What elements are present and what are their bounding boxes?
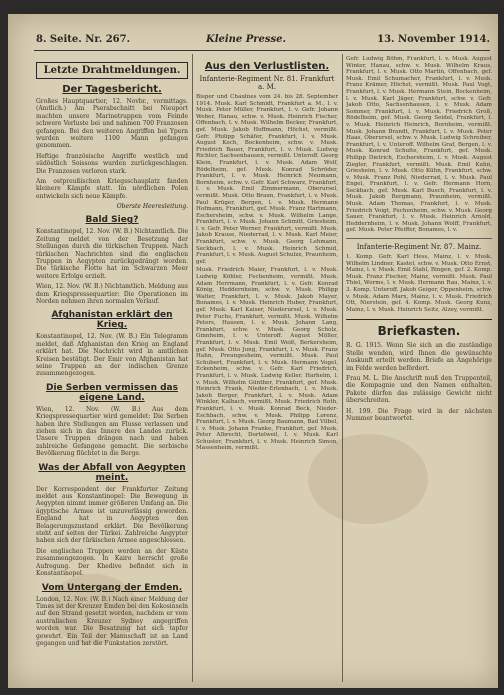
article-heading: Bald Sieg? <box>85 215 139 226</box>
page-number: 8. Seite. Nr. 267. <box>36 34 131 45</box>
section-box-title: Letzte Drahtmeldungen. <box>36 62 188 79</box>
newspaper-title: Kleine Presse. <box>206 34 287 45</box>
column-telegrams <box>36 56 188 682</box>
article-text: Wien, 12. Nov. (W. B.) Aus dem Kriegspressequartier wird gemeldet: Die Serben haben ihre Stellungen am Flusse verlassen und ziehen sich in das Innere des Landes zurück. Unsere Truppen drängen nach und haben zahlreiche Gefangene gemacht. Die serbische Bevölkerung flüchtet in die Berge. <box>36 405 188 458</box>
section-heading: Aus den Verlustlisten. <box>204 61 330 72</box>
column-divider <box>342 54 343 682</box>
letterbox-text: Frau M. L. Die Anschrift muß den Truppenteil, die Kompagnie und den Namen enthalten. Pakete dürfen das zulässige Gewicht nicht überschreiten. <box>346 375 492 405</box>
casualty-list: 1. Komp. Gefr. Karl Hess, Mainz, l. v. Musk. Wilhelm Lindner, Kastel, schw. v. Musk. Otto Ernst, Mainz, l. v. Musk. Emil Stahl, Bingen, gef. 2. Komp. Musk. Franz Fischer, Mainz, vermißt. Musk. Paul Thiel, Worms, l. v. Musk. Hermann Rau, Mainz, l. v. 3. Komp. Unteroff. Jakob Geiger, Oppenheim, schw. v. Musk. Adam Marx, Mainz, l. v. Musk. Friedrich Ott, Nierstein, gef. 4. Komp. Musk. Georg Kunz, Mainz, l. v. Musk. Heinrich Seitz, Alzey, vermißt. <box>346 254 492 313</box>
article-heading: Afghanistan erklärt den Krieg. <box>51 310 173 331</box>
column-casualty-lists <box>196 56 338 682</box>
casualty-list: Bisper und Chaulnes vom 24. bis 28. September 1914. Musk. Karl Schmidt, Frankfurt a. M., l. v. Musk. Peter Müller, Frankfurt, l. v. Gefr. Johann Weber, Hanau, schw. v. Musk. Heinrich Fischer, Offenbach, l. v. Musk. Wilhelm Becker, Frankfurt, gef. Musk. Jakob Hoffmann, Höchst, vermißt. Gefr. Philipp Schäfer, Frankfurt, l. v. Musk. August Koch, Bockenheim, schw. v. Musk. Friedrich Bauer, Frankfurt, l. v. Musk. Ludwig Richter, Sachsenhausen, vermißt. Unteroff. Georg Klein, Frankfurt, l. v. Musk. Adam Wolf, Rödelheim, gef. Musk. Konrad Schröder, Frankfurt, l. v. Musk. Heinrich Neumann, Bornheim, schw. v. Gefr. Karl Schwarz, Frankfurt, l. v. Musk. Emil Zimmermann, Oberursel, vermißt. Musk. Otto Braun, Frankfurt, l. v. Musk. Paul Krüger, Bergen, l. v. Musk. Hermann Hofmann, Frankfurt, gef. Musk. Franz Hartmann, Eschersheim, schw. v. Musk. Wilhelm Lange, Frankfurt, l. v. Musk. Johann Schmitt, Griesheim, l. v. Gefr. Peter Werner, Frankfurt, vermißt. Musk. Jakob Krause, Niederrad, l. v. Musk. Karl Meier, Frankfurt, schw. v. Musk. Georg Lehmann, Seckbach, l. v. Musk. Heinrich Schmid, Frankfurt, l. v. Musk. August Schulze, Praunheim, gef. <box>196 94 338 265</box>
regiment-subheading: Infanterie-Regiment Nr. 81. Frankfurt a. M. <box>199 75 335 91</box>
signature: Oberste Heeresleitung. <box>116 203 188 211</box>
issue-date: 13. November 1914. <box>377 34 490 45</box>
article-text: Am ostpreußischen Kriegsschauplatz fanden kleinere Kämpfe statt. Im nördlichen Polen entwickeln sich neue Kämpfe. <box>36 178 188 200</box>
article-text: Konstantinopel, 12. Nov. (W. B.) Ein Telegramm meldet, daß Afghanistan den Krieg an England erklärt hat. Die Nachricht wird in amtlichen Kreisen bestätigt. Der Emir von Afghanistan hat seine Truppen an der indischen Grenze zusammengezogen. <box>36 333 188 378</box>
article-heading: Die Serben vermissen das eigene Land. <box>45 382 178 403</box>
letterbox-heading: Briefkasten. <box>346 319 492 338</box>
article-text: Der Korrespondent der Frankfurter Zeitung meldet aus Konstantinopel: Die Bewegung in Aegypten nimmt immer größeren Umfang an. Die ägyptische Armee ist unzuverlässig geworden. England hat in Aegypten den Belagerungszustand erklärt. Die Bevölkerung steht auf seiten der Türkei. Zahlreiche Aegypter haben sich der türkischen Armee angeschlossen. <box>36 485 188 545</box>
regiment-subheading: Infanterie-Regiment Nr. 87. Mainz. <box>356 243 482 252</box>
section-rule <box>346 238 492 239</box>
article-heading: Vom Untergang der Emden. <box>41 582 183 593</box>
header-rule <box>34 50 490 51</box>
casualty-list: Gefr. Ludwig Böhm, Frankfurt, l. v. Musk. August Winter, Hanau, schw. v. Musk. Wilhelm Kraus, Frankfurt, l. v. Musk. Otto Martin, Offenbach, gef. Musk. Emil Schumacher, Frankfurt, l. v. Musk. Franz Krämer, Höchst, vermißt. Musk. Paul Vogt, Frankfurt, l. v. Musk. Hermann Stein, Bockenheim, l. v. Musk. Karl Jäger, Frankfurt, schw. v. Gefr. Jakob Otto, Sachsenhausen, l. v. Musk. Adam Sommer, Frankfurt, l. v. Musk. Friedrich Groß, Rödelheim, gef. Musk. Georg Seidel, Frankfurt, l. v. Musk. Heinrich Heinrich, Bornheim, vermißt. Musk. Johann Brandt, Frankfurt, l. v. Musk. Peter Haas, Oberursel, schw. v. Musk. Ludwig Schreiber, Frankfurt, l. v. Unteroff. Wilhelm Graf, Bergen, l. v. Musk. Konrad Schulte, Frankfurt, gef. Musk. Philipp Dietrich, Eschersheim, l. v. Musk. August Ziegler, Frankfurt, vermißt. Musk. Emil Kuhn, Griesheim, l. v. Musk. Otto Kühn, Frankfurt, schw. v. Musk. Franz Pohl, Niederrad, l. v. Musk. Paul Engel, Frankfurt, l. v. Gefr. Hermann Horn, Seckbach, gef. Musk. Karl Busch, Frankfurt, l. v. Musk. Jakob Bergmann, Praunheim, vermißt. Musk. Adam Thomas, Frankfurt, l. v. Musk. Friedrich Voigt, Fechenheim, schw. v. Musk. Georg Sauer, Frankfurt, l. v. Musk. Heinrich Arnold, Heddernheim, l. v. Musk. Johann Wolff, Frankfurt, gef. Musk. Peter Pfeiffer, Bonames, l. v. <box>346 56 492 234</box>
article-text: Konstantinopel, 12. Nov. (W. B.) Nichtamtlich. Die Zeitung meldet von der Besetzung der Stellungen durch die türkischen Truppen. Nach türkischen Nachrichten sind die englischen Truppen in Aegypten zurückgedrängt worden. Die türkische Flotte hat im Schwarzen Meer weitere Erfolge erzielt. <box>36 228 188 280</box>
article-text: Heftige französische Angriffe westlich und südöstlich Soissons wurden zurückgeschlagen. Die Franzosen verloren stark. <box>36 152 188 175</box>
column-casualty-continued <box>346 56 492 682</box>
letterbox-text: R. G. 1915. Wenn Sie sich an die zuständige Stelle wenden, wird Ihnen die gewünschte Auskunft erteilt werden. Briefe an Angehörige im Felde werden befördert. <box>346 342 492 372</box>
page-header <box>36 34 490 48</box>
casualty-list: Musk. Friedrich Maier, Frankfurt, l. v. Musk. Ludwig Köhler, Fechenheim, vermißt. Musk. Adam Herrmann, Frankfurt, l. v. Gefr. Konrad König, Heddernheim, schw. v. Musk. Philipp Walter, Frankfurt, l. v. Musk. Jakob Mayer, Bonames, l. v. Musk. Heinrich Huber, Frankfurt, gef. Musk. Karl Kaiser, Niederursel, l. v. Musk. Peter Fuchs, Frankfurt, vermißt. Musk. Wilhelm Peters, Hausen, l. v. Musk. Johann Lang, Frankfurt, schw. v. Musk. Georg Scholz, Ginnheim, l. v. Unteroff. August Möller, Frankfurt, l. v. Musk. Emil Weiß, Berkersheim, gef. Musk. Otto Jung, Frankfurt, l. v. Musk. Franz Hahn, Preungesheim, vermißt. Musk. Paul Schubert, Frankfurt, l. v. Musk. Hermann Vogel, Eckenheim, schw. v. Gefr. Karl Friedrich, Frankfurt, l. v. Musk. Ludwig Keller, Harheim, l. v. Musk. Wilhelm Günther, Frankfurt, gef. Musk. Heinrich Frank, Nieder-Erlenbach, l. v. Musk. Jakob Berger, Frankfurt, l. v. Musk. Adam Winkler, Kalbach, vermißt. Musk. Friedrich Roth, Frankfurt, l. v. Musk. Konrad Beck, Nieder-Eschbach, schw. v. Musk. Philipp Lorenz, Frankfurt, l. v. Musk. Georg Baumann, Bad Vilbel, l. v. Musk. Johann Franke, Frankfurt, gef. Musk. Peter Albrecht, Dortelweil, l. v. Musk. Karl Schuster, Frankfurt, l. v. Musk. Heinrich Simon, Massenheim, vermißt. <box>196 267 338 452</box>
letterbox-text: H. 199. Die Frage wird in der nächsten Nummer beantwortet. <box>346 407 492 423</box>
newspaper-page <box>8 14 498 688</box>
article-text: Die englischen Truppen werden an der Küste zusammengezogen. In Kairo herrscht große Aufregung. Der Khedive befindet sich in Konstantinopel. <box>36 547 188 578</box>
article-text: London, 12. Nov. (W. B.) Nach einer Meldung der Times ist der Kreuzer Emden bei den Kokosinseln auf den Strand gesetzt worden, nachdem er vom australischen Kreuzer Sydney angegriffen worden war. Die Besatzung hat sich tapfer gewehrt. Ein Teil der Mannschaft ist an Land gegangen und hat die Funkstation zerstört. <box>36 595 188 647</box>
article-text: Wien, 12. Nov. (W. B.) Nichtamtlich. Meldung aus dem Kriegspressequartier: Die Operationen im Norden nehmen ihren normalen Verlauf. <box>36 283 188 305</box>
column-divider <box>192 54 193 682</box>
article-heading: Der Tagesbericht. <box>62 84 162 95</box>
article-heading: Was der Abfall von Aegypten meint. <box>38 462 186 483</box>
article-text: Großes Hauptquartier, 12. Novbr., vormittags. (Amtlich.) Am Pserabschnitt bei Nieuport machten unsere Marinetruppen vom Feinde schwere Verluste bei und nahmen 700 Franzosen gefangen. Bei den weiteren Angriffen bei Ypern wurden weitere 1100 Mann gefangen genommen. <box>36 98 188 150</box>
